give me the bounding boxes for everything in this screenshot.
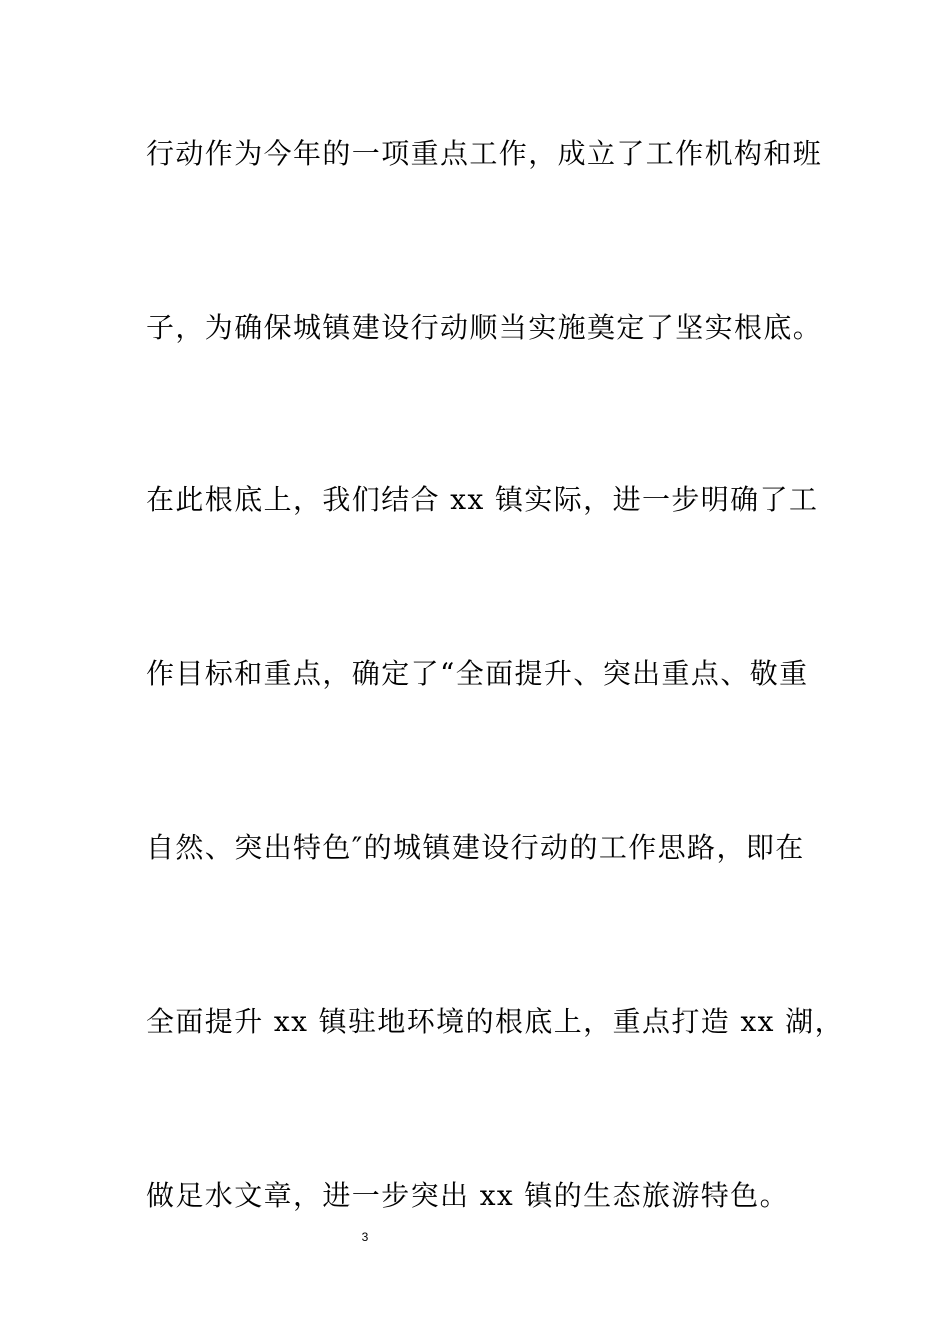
body-text-line: 作目标和重点，确定了“全面提升、突出重点、敬重 (146, 657, 809, 690)
body-text-line: 在此根底上，我们结合 xx 镇实际，进一步明确了工 (146, 483, 819, 516)
body-text-line: 自然、突出特色″的城镇建设行动的工作思路，即在 (146, 831, 805, 864)
body-text-line: 行动作为今年的一项重点工作，成立了工作机构和班 (146, 137, 823, 170)
body-text-line: 子，为确保城镇建设行动顺当实施奠定了坚实根底。 (146, 311, 823, 344)
body-text-line: 做足水文章，进一步突出 xx 镇的生态旅游特色。 (146, 1179, 789, 1212)
page-number: 3 (361, 1230, 369, 1244)
body-text-line: 全面提升 xx 镇驻地环境的根底上，重点打造 xx 湖， (146, 1005, 844, 1038)
